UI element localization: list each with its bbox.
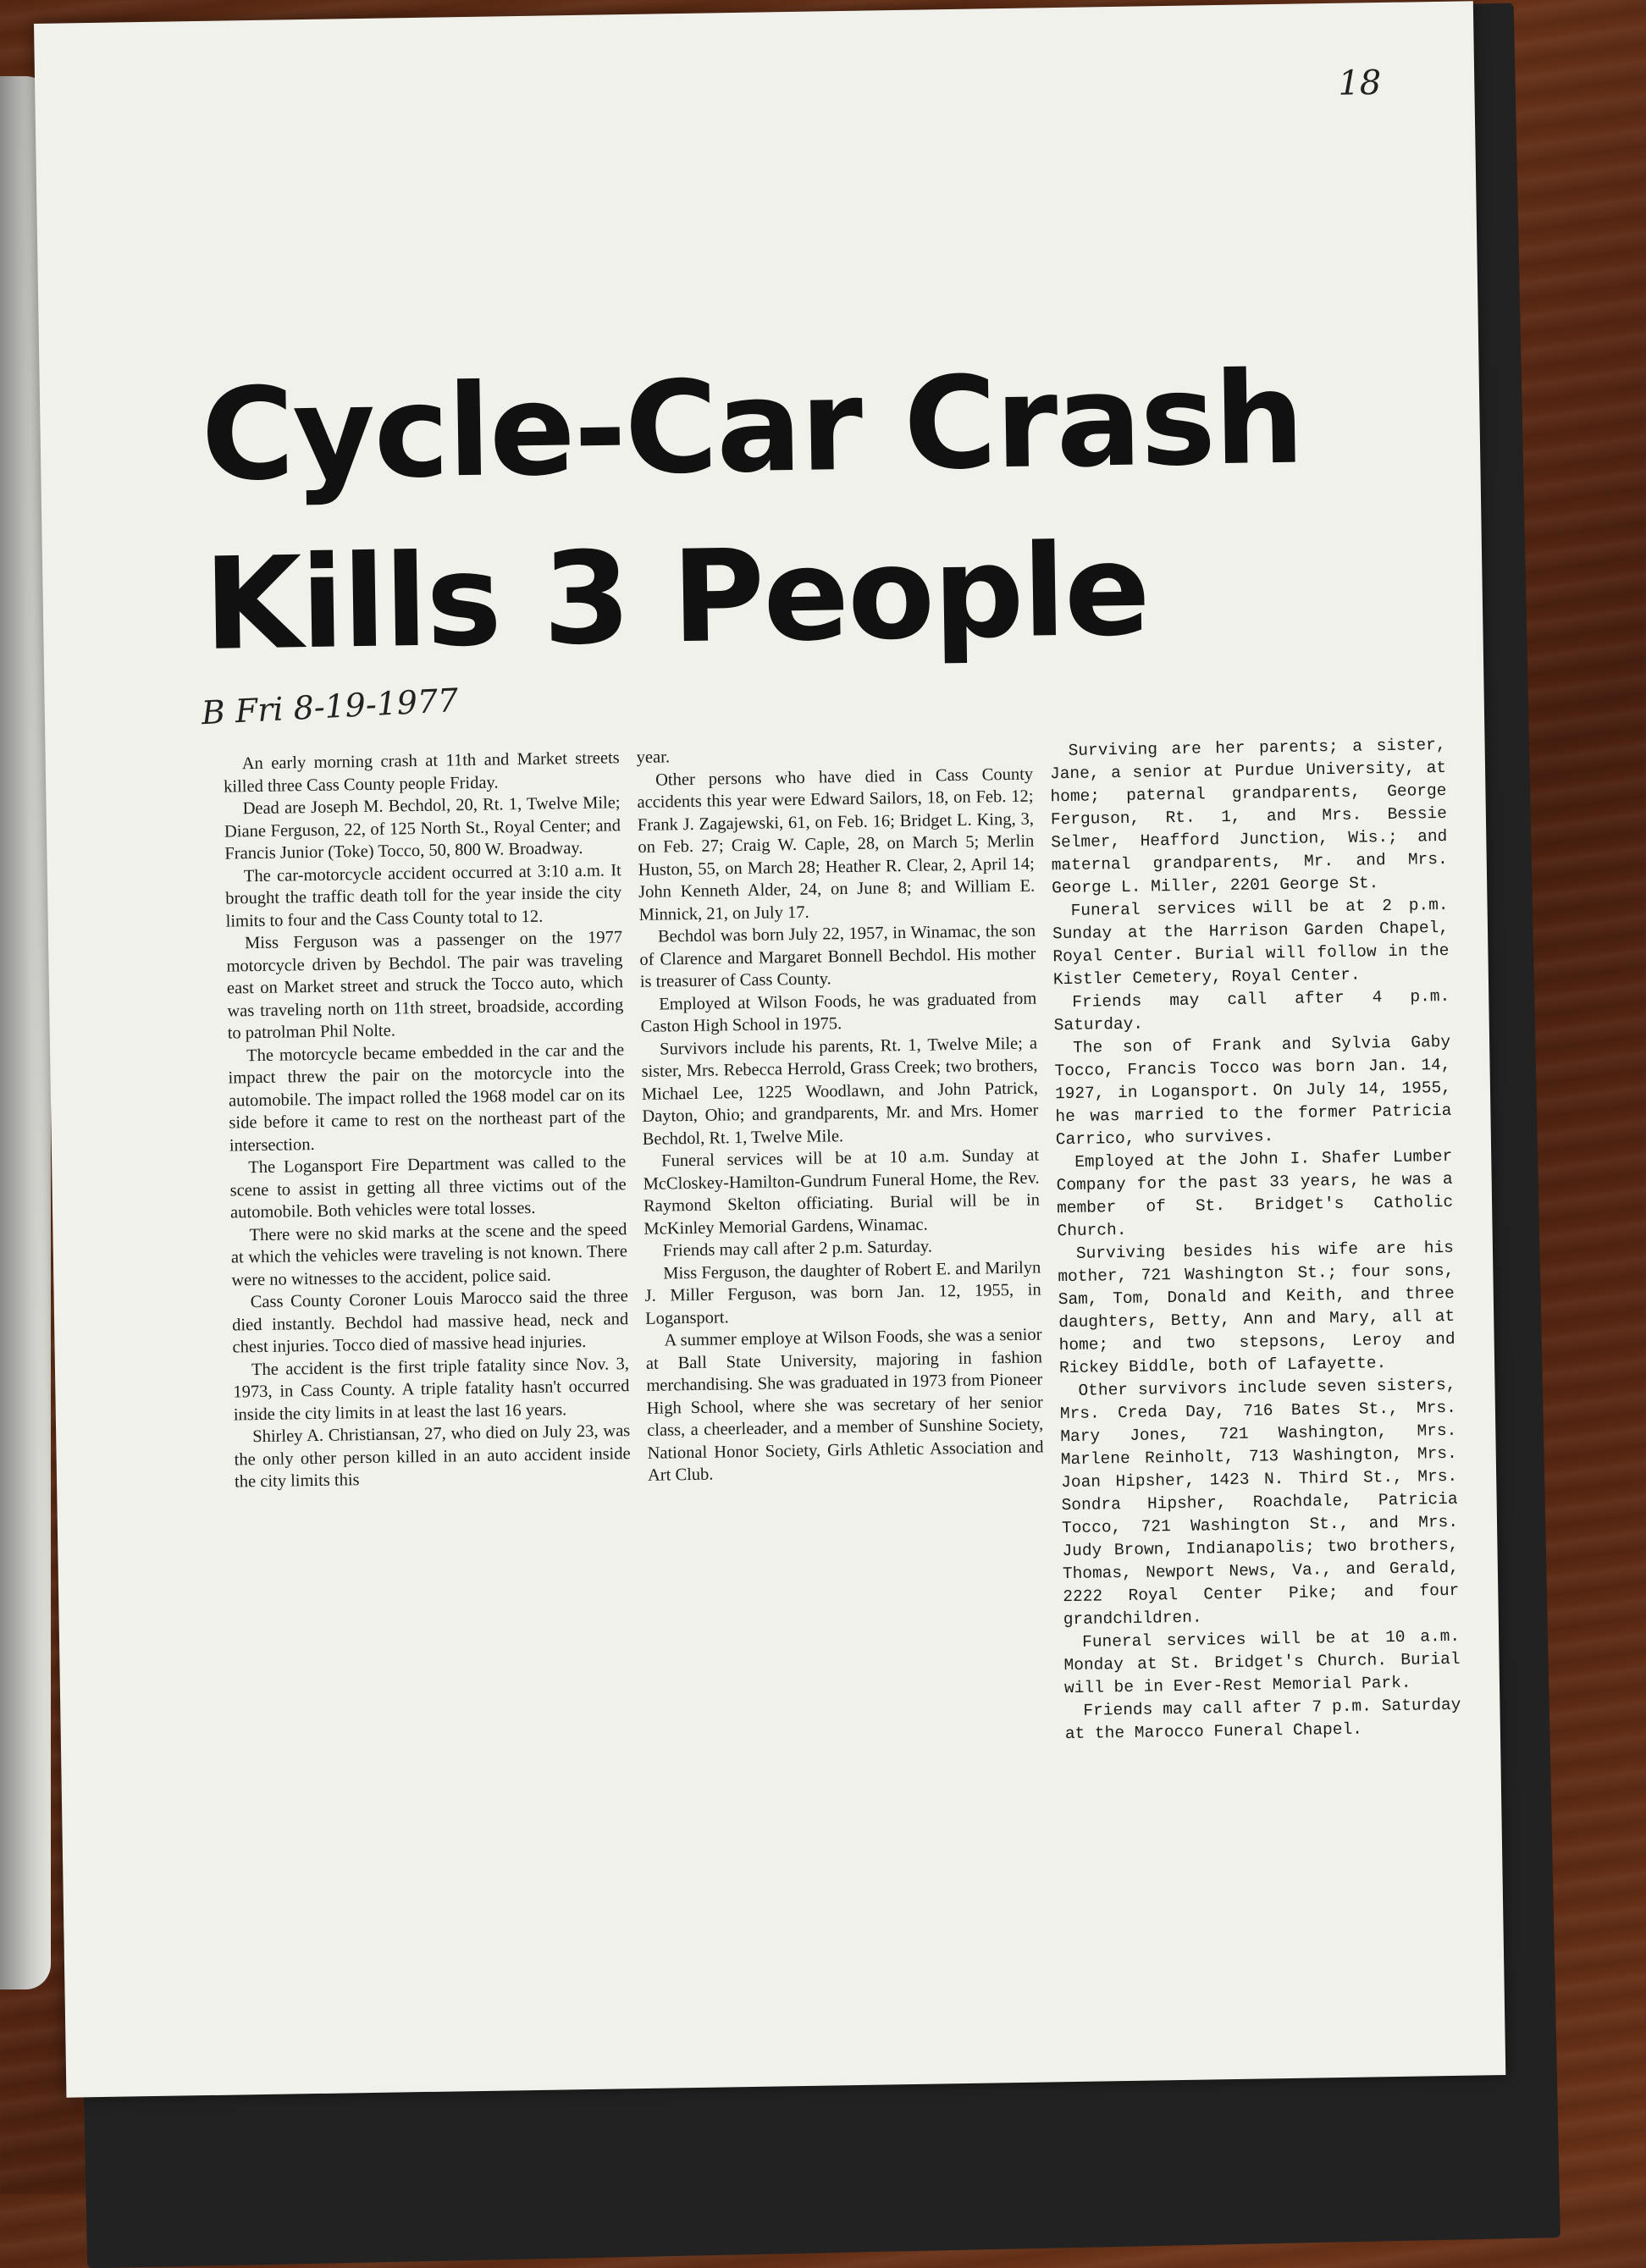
paragraph: Dead are Joseph M. Bechdol, 20, Rt. 1, Twelve Mile; Diane Ferguson, 22, of 125 North St., Royal Center; and Francis Junior (Toke) Tocco, 50, 800 W. Broadway. bbox=[224, 793, 621, 864]
paragraph: The car-motorcycle accident occurred at 3:10 a.m. It brought the traffic death toll for the year inside the city limits to four and the Cass County total to 12. bbox=[225, 860, 622, 931]
article-column-2 bbox=[637, 741, 1045, 1487]
headline-line-1: Cycle-Car Crash bbox=[200, 345, 1304, 510]
paragraph: Survivors include his parents, Rt. 1, Twelve Mile; a sister, Mrs. Rebecca Herrold, Grass Creek; two brothers, Michael Lee, 1225 Woodlawn, and John Patrick, Dayton, Ohio; and grandparents, Mr. and Mrs. Homer Bechdol, Rt. 1, Twelve Mile. bbox=[641, 1034, 1039, 1149]
paragraph: Shirley A. Christiansan, 27, who died on July 23, was the only other person killed in an auto accident inside the city limits this bbox=[234, 1421, 631, 1492]
paragraph: A summer employe at Wilson Foods, she was a senior at Ball State University, majoring in fashion merchandising. She was graduated in 1973 from Pioneer High School, where she was secretary of her senior class, a cheerleader, and a member of Sunshine Society, National Honor Society, Girls Athletic Association and Art Club. bbox=[645, 1325, 1044, 1485]
paragraph: The son of Frank and Sylvia Gaby Tocco, Francis Tocco was born Jan. 14, 1927, in Logansport. On July 14, 1955, he was married to the former Patricia Carrico, who survives. bbox=[1054, 1032, 1452, 1150]
paragraph: Funeral services will be at 10 a.m. Sunday at McCloskey-Hamilton-Gundrum Funeral Home, the Rev. Raymond Skelton officiating. Burial will be in McKinley Memorial Gardens, Winamac. bbox=[643, 1145, 1041, 1239]
headline bbox=[200, 333, 1390, 690]
paragraph: Employed at the John I. Shafer Lumber Company for the past 33 years, he was a member of St. Bridget's Catholic Church. bbox=[1056, 1146, 1454, 1241]
paragraph: Bechdol was born July 22, 1957, in Winamac, the son of Clarence and Margaret Bonnell Bechdol. His mother is treasurer of Cass County. bbox=[639, 921, 1036, 991]
handwritten-date-note: B Fri 8-19-1977 bbox=[200, 681, 460, 732]
paragraph: Other persons who have died in Cass County accidents this year were Edward Sailors, 18, on Feb. 12; Frank J. Zagajewski, 61, on Feb. 16; Bridget L. King, 3, on Feb. 27; Craig W. Caple, 28, on March 5; Merlin Huston, 55, on March 28; Heather R. Clear, 2, April 14; John Kenneth Alder, 24, on June 8; and William E. Minnick, 21, on July 17. bbox=[637, 764, 1036, 924]
paragraph: Cass County Coroner Louis Marocco said the three died instantly. Bechdol had massive head, neck and chest injuries. Tocco died of massive head injuries. bbox=[231, 1287, 629, 1357]
paragraph: Friends may call after 7 p.m. Saturday at the Marocco Funeral Chapel. bbox=[1064, 1695, 1461, 1744]
paragraph: Friends may call after 4 p.m. Saturday. bbox=[1053, 986, 1450, 1035]
scrapbook-page bbox=[34, 1, 1505, 2097]
paragraph: There were no skid marks at the scene and the speed at which the vehicles were traveling is not known. There were no witnesses to the accident, police said. bbox=[230, 1219, 628, 1290]
paragraph: Miss Ferguson, the daughter of Robert E. and Marilyn J. Miller Ferguson, was born Jan. 12, 1955, in Logansport. bbox=[644, 1258, 1041, 1328]
paragraph: An early morning crash at 11th and Market streets killed three Cass County people Friday. bbox=[224, 748, 620, 797]
page-number: 18 bbox=[1338, 63, 1382, 103]
paragraph: Surviving are her parents; a sister, Jane, a senior at Purdue University, at home; paternal grandparents, George Ferguson, Rt. 1, and Mrs. Bessie Selmer, Heafford Junction, Wis.; and maternal grandparents, Mr. and Mrs. George L. Miller, 2201 George St. bbox=[1049, 735, 1448, 898]
paragraph: Other survivors include seven sisters, Mrs. Creda Day, 716 Bates St., Mrs. Mary Jones, 721 Washington, Mrs. Marlene Reinholt, 713 Washington, Mrs. Joan Hipsher, 1423 N. Third St., Mrs. Sondra Hipsher, Roachdale, Patricia Tocco, 721 Washington St., and Mrs. Judy Brown, Indianapolis; two brothers, Thomas, Newport News, Va., and Gerald, 2222 Royal Center Pike; and four grandchildren. bbox=[1059, 1375, 1460, 1630]
article-column-3 bbox=[1049, 734, 1461, 1746]
headline-line-2: Kills 3 People bbox=[202, 516, 1150, 679]
paragraph: Miss Ferguson was a passenger on the 1977 motorcycle driven by Bechdol. The pair was traveling east on Market street and struck the Tocco auto, which was traveling north on 11th street, broadside, according to patrolman Phil Nolte. bbox=[226, 928, 624, 1043]
paragraph: The motorcycle became embedded in the car and the impact threw the pair on the motorcycle into the automobile. The impact rolled the 1968 model car on its side before it came to rest on the northeast part of the intersection. bbox=[228, 1040, 626, 1156]
article-column-1 bbox=[224, 747, 632, 1493]
paragraph: Employed at Wilson Foods, he was graduated from Caston High School in 1975. bbox=[640, 989, 1037, 1036]
article-columns bbox=[224, 733, 1526, 1744]
paragraph: Friends may call after 2 p.m. Saturday. bbox=[662, 1237, 933, 1261]
paragraph: Funeral services will be at 2 p.m. Sunday at the Harrison Garden Chapel, Royal Center. Burial will follow in the Kistler Cemetery, Royal Center. bbox=[1052, 895, 1450, 990]
paragraph: year. bbox=[636, 748, 671, 767]
paragraph: Funeral services will be at 10 a.m. Monday at St. Bridget's Church. Burial will be in Ever-Rest Memorial Park. bbox=[1063, 1626, 1461, 1698]
paragraph: The Logansport Fire Department was called to the scene to assist in getting all three victims out of the automobile. Both vehicles were total losses. bbox=[229, 1152, 627, 1222]
paragraph: The accident is the first triple fatality since Nov. 3, 1973, in Cass County. A triple fatality hasn't occurred inside the city limits in at least the last 16 years. bbox=[233, 1354, 630, 1424]
paragraph: Surviving besides his wife are his mother, 721 Washington St.; four sons, Sam, Tom, Donald and Keith, and three daughters, Betty, Ann and Mary, all at home; and two stepsons, Leroy and Rickey Biddle, both of Lafayette. bbox=[1058, 1238, 1455, 1378]
